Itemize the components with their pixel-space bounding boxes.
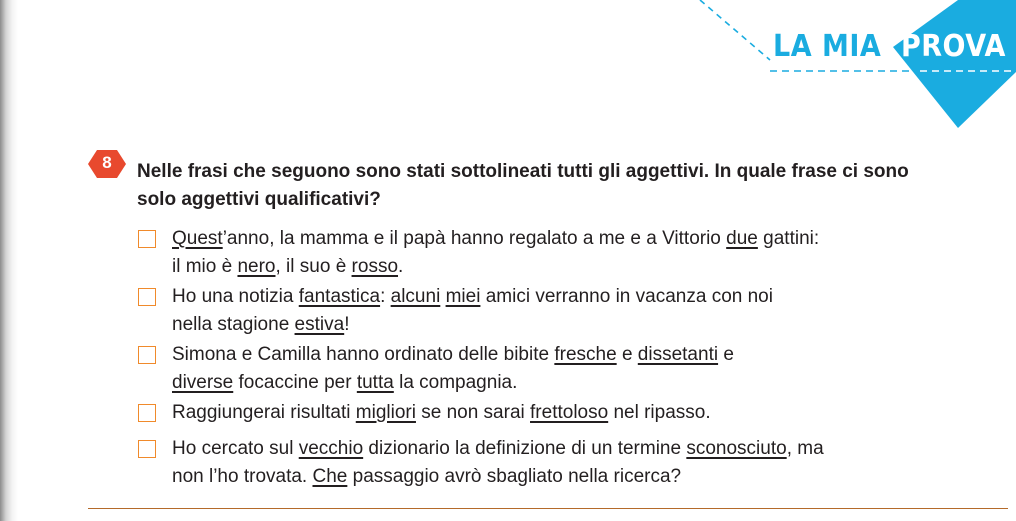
underlined-adjective: due xyxy=(726,228,758,249)
option-checkbox-2[interactable] xyxy=(138,288,156,306)
question-text: Nelle frasi che seguono sono stati sottolineati tutti gli aggettivi. In quale frase ci sono solo aggettivi qualificativi? xyxy=(137,161,909,210)
text-run: ’anno, la mamma e il papà hanno regalato a me e a Vittorio xyxy=(222,228,727,249)
text-run: : xyxy=(380,286,391,307)
banner-title-prova: PROVA xyxy=(901,29,1006,64)
question-number-badge xyxy=(87,148,127,180)
banner-graphic xyxy=(0,0,1016,140)
underlined-adjective: fresche xyxy=(554,344,617,365)
text-run: nel ripasso. xyxy=(608,402,711,423)
banner-diagonal-dash xyxy=(700,0,770,60)
banner xyxy=(0,0,1016,140)
underlined-adjective: alcuni xyxy=(390,286,441,307)
option-text-5 xyxy=(172,435,972,491)
banner-title-la-mia: LA MIA xyxy=(773,29,882,64)
option-line xyxy=(172,311,972,339)
option-line xyxy=(172,253,972,281)
underlined-adjective: sconosciuto xyxy=(686,438,787,459)
underlined-adjective: Che xyxy=(312,466,348,487)
text-run: la compagnia. xyxy=(393,372,518,393)
text-run: non l’ho trovata. xyxy=(172,466,313,487)
question-number: 8 xyxy=(102,153,112,172)
option-text-1 xyxy=(172,225,972,281)
underlined-adjective: estiva xyxy=(294,314,345,335)
text-run: dizionario la definizione di un termine xyxy=(363,438,687,459)
text-run: Ho cercato sul xyxy=(172,438,299,459)
option-line xyxy=(172,435,972,463)
option-text-3 xyxy=(172,341,972,397)
option-line xyxy=(172,463,972,491)
underlined-adjective: nero xyxy=(237,256,276,277)
option-line xyxy=(172,341,972,369)
option-text-4 xyxy=(172,399,972,427)
banner-diamond xyxy=(893,0,1016,128)
text-run: gattini: xyxy=(757,228,820,249)
bottom-divider xyxy=(88,508,1008,509)
underlined-adjective: frettoloso xyxy=(530,402,609,423)
option-line xyxy=(172,369,972,397)
text-run: ! xyxy=(344,314,350,335)
text-run: Ho una notizia xyxy=(172,286,299,307)
underlined-adjective: Quest xyxy=(172,228,223,249)
text-run: e xyxy=(718,344,734,365)
option-line xyxy=(172,399,972,427)
underlined-adjective: miei xyxy=(445,286,481,307)
text-run: nella stagione xyxy=(172,314,295,335)
underlined-adjective: dissetanti xyxy=(637,344,719,365)
text-run: passaggio avrò sbagliato nella ricerca? xyxy=(347,466,682,487)
text-run: Raggiungerai risultati xyxy=(172,402,356,423)
underlined-adjective: rosso xyxy=(351,256,399,277)
option-line xyxy=(172,225,972,253)
underlined-adjective: fantastica xyxy=(298,286,381,307)
text-run: Simona e Camilla hanno ordinato delle bibite xyxy=(172,344,555,365)
text-run: . xyxy=(398,256,404,277)
option-text-2 xyxy=(172,283,972,339)
text-run: se non sarai xyxy=(415,402,531,423)
text-run: , ma xyxy=(786,438,824,459)
option-checkbox-4[interactable] xyxy=(138,404,156,422)
option-checkbox-1[interactable] xyxy=(138,230,156,248)
text-run: il mio è xyxy=(172,256,238,277)
option-line xyxy=(172,283,972,311)
text-run: , il suo è xyxy=(275,256,352,277)
option-checkbox-3[interactable] xyxy=(138,346,156,364)
text-run: e xyxy=(616,344,638,365)
option-checkbox-5[interactable] xyxy=(138,440,156,458)
text-run: amici verranno in vacanza con noi xyxy=(480,286,773,307)
text-run: focaccine per xyxy=(233,372,357,393)
underlined-adjective: migliori xyxy=(355,402,416,423)
underlined-adjective: diverse xyxy=(172,372,234,393)
underlined-adjective: tutta xyxy=(356,372,394,393)
underlined-adjective: vecchio xyxy=(298,438,364,459)
